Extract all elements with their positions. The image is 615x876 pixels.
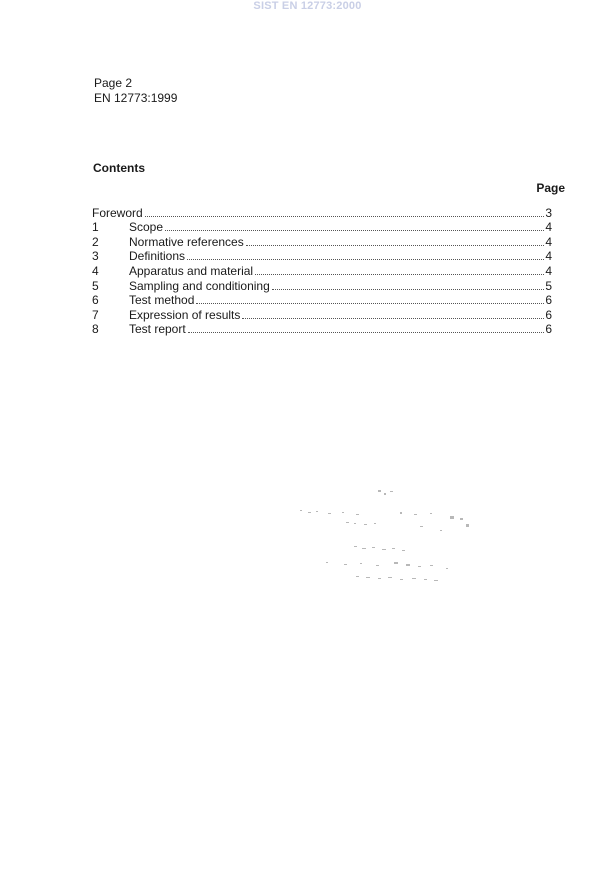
dot-leader [255,274,544,275]
dot-leader [188,332,545,333]
toc-entry-page: 6 [545,322,552,337]
toc-entry-number: 1 [92,220,99,235]
toc-entry [92,322,552,337]
toc-entry-page: 5 [545,278,552,293]
toc-entry-number: 3 [92,249,99,264]
page-number: Page 2 [94,76,133,90]
toc-entry [92,278,552,293]
toc-entry-title: Test report [129,322,186,337]
toc-entry-page: 4 [545,249,552,264]
toc-entry-number: 8 [92,322,99,337]
watermark: SIST EN 12773:2000 [253,0,362,12]
toc-entry-page: 4 [545,234,552,249]
toc-entry [92,249,552,264]
dot-leader [145,216,545,217]
dot-leader [187,259,544,260]
toc-entry-title: Foreword [92,205,143,220]
toc-entry-page: 6 [545,307,552,322]
toc-entry-page: 4 [545,263,552,278]
toc-entry-page: 3 [545,205,552,220]
toc-entry-title: Test method [129,293,195,308]
faded-stamp [290,488,480,588]
toc-entry-title: Sampling and conditioning [129,278,270,293]
standard-id: EN 12773:1999 [94,91,178,105]
toc-entry-page: 4 [545,220,552,235]
toc-entry-number: 5 [92,278,99,293]
contents-title: Contents [93,161,145,175]
toc-entry-number: 7 [92,307,99,322]
toc-entry-page: 6 [545,293,552,308]
toc-entry [92,234,552,249]
toc-entry [92,263,552,278]
page-header [94,76,177,106]
toc-entry [92,293,552,308]
dot-leader [272,289,545,290]
toc-entry [92,307,552,322]
page-column-label: Page [536,181,565,195]
dot-leader [246,245,545,246]
toc-entry-title: Apparatus and material [129,263,254,278]
toc-entry-title: Expression of results [129,307,241,322]
table-of-contents [92,205,552,336]
toc-entry-number: 4 [92,263,99,278]
dot-leader [165,230,544,231]
dot-leader [196,303,544,304]
toc-entry [92,205,552,220]
toc-entry-title: Scope [129,220,164,235]
toc-entry [92,220,552,235]
toc-entry-title: Normative references [129,234,244,249]
dot-leader [242,318,544,319]
toc-entry-number: 6 [92,293,99,308]
toc-entry-number: 2 [92,234,99,249]
toc-entry-title: Definitions [129,249,186,264]
